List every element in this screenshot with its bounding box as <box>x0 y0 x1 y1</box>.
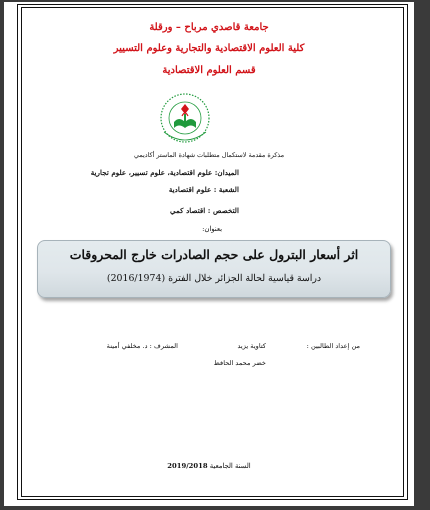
academic-year-label: السنة الجامعية <box>209 462 251 470</box>
faculty-name: كلية العلوم الاقتصادية والتجارية وعلوم التسيير <box>113 43 305 54</box>
academic-year <box>4 462 414 470</box>
specialty-line: التخصص : اقتصاد كمي <box>170 206 239 215</box>
supervisor-line: المشرف : د. مخلفي أمينة <box>106 342 178 350</box>
thesis-title: اثر أسعار البترول على حجم الصادرات خارج المحروقات <box>69 247 359 262</box>
university-name: جامعة قاصدي مرباح – ورقلة <box>149 22 269 33</box>
thesis-subtitle: دراسة قياسية لحالة الجزائر خلال الفترة (2016/1974) <box>106 273 322 284</box>
document-page <box>4 2 414 506</box>
prepared-by-label: من إعداد الطالبين : <box>306 342 360 350</box>
titled-label: بعنوان: <box>202 225 222 233</box>
field-line: الميدان: علوم اقتصادية، علوم تسيير، علوم تجارية <box>90 168 239 177</box>
memo-line: مذكرة مقدمة لاستكمال متطلبات شهادة الماستر أكاديمي <box>133 151 285 159</box>
academic-year-value: 2019/2018 <box>167 462 208 470</box>
branch-line: الشعبة : علوم اقتصادية <box>168 185 239 194</box>
department-name: قسم العلوم الاقتصادية <box>162 65 256 76</box>
thesis-title-box <box>37 240 391 298</box>
student-name-2: خضر محمد الحافظ <box>213 359 266 367</box>
student-name-1: كتاوية يزيد <box>237 342 266 350</box>
university-emblem-icon <box>152 92 218 148</box>
